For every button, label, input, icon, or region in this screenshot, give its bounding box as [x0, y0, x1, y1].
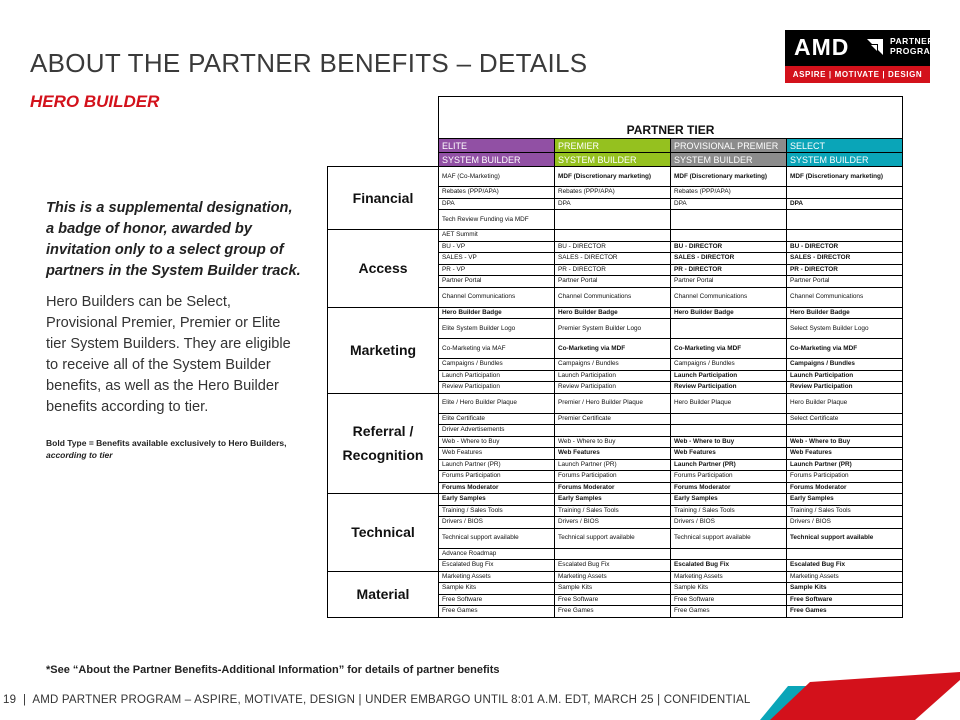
benefit-cell: Campaigns / Bundles	[671, 359, 787, 371]
benefit-cell: Hero Builder Badge	[439, 307, 555, 319]
benefit-cell	[555, 230, 671, 242]
benefit-cell	[671, 230, 787, 242]
benefit-cell: Channel Communications	[787, 287, 903, 307]
footer-text: AMD PARTNER PROGRAM – ASPIRE, MOTIVATE, DESIGN | UNDER EMBARGO UNTIL 8:01 A.M. EDT, MARCH 25 | CONFIDENTIAL	[32, 694, 751, 706]
bold-type-legend-main: Bold Type = Benefits available exclusively to Hero Builders,	[46, 438, 287, 448]
benefit-cell: Rebates (PPP/APA)	[439, 187, 555, 199]
benefit-cell: Free Games	[787, 606, 903, 618]
benefit-cell: Forums Moderator	[671, 482, 787, 494]
table-corner	[328, 97, 439, 139]
benefit-cell: SALES - DIRECTOR	[555, 253, 671, 265]
benefit-cell: Drivers / BIOS	[671, 517, 787, 529]
benefit-cell: Forums Participation	[671, 471, 787, 483]
benefit-cell: Elite Certificate	[439, 413, 555, 425]
decorative-swoosh	[740, 672, 960, 720]
benefit-cell: Web - Where to Buy	[787, 436, 903, 448]
benefit-cell: Marketing Assets	[671, 571, 787, 583]
benefit-cell: Campaigns / Bundles	[555, 359, 671, 371]
benefit-cell: Web Features	[671, 448, 787, 460]
benefit-cell: Forums Participation	[439, 471, 555, 483]
benefit-cell: PR - DIRECTOR	[555, 264, 671, 276]
benefit-cell: Training / Sales Tools	[671, 505, 787, 517]
benefit-cell: Free Software	[555, 594, 671, 606]
benefit-cell: Free Software	[439, 594, 555, 606]
benefit-cell: Launch Partner (PR)	[439, 459, 555, 471]
benefit-cell	[671, 425, 787, 437]
benefit-cell: SALES - DIRECTOR	[671, 253, 787, 265]
benefit-cell: Marketing Assets	[555, 571, 671, 583]
benefit-cell: Partner Portal	[555, 276, 671, 288]
benefit-cell: Web - Where to Buy	[555, 436, 671, 448]
tier-elite-line1: ELITE	[439, 139, 555, 153]
tier-title-row	[328, 97, 903, 139]
tier-name-row	[328, 139, 903, 153]
category-label: Technical	[328, 494, 439, 572]
benefit-cell: Launch Partner (PR)	[555, 459, 671, 471]
benefit-cell	[555, 548, 671, 560]
tier-elite-line2: SYSTEM BUILDER	[439, 153, 555, 167]
benefit-cell: Premier Certificate	[555, 413, 671, 425]
benefit-cell	[671, 210, 787, 230]
page-number: 19	[3, 694, 17, 706]
benefit-cell: Premier System Builder Logo	[555, 319, 671, 339]
tier-provisional-line1: PROVISIONAL PREMIER	[671, 139, 787, 153]
benefit-cell: Channel Communications	[439, 287, 555, 307]
table-corner	[328, 153, 439, 167]
benefit-cell: Review Participation	[439, 382, 555, 394]
benefit-cell: PR - DIRECTOR	[671, 264, 787, 276]
category-label: Referral / Recognition	[328, 393, 439, 494]
benefit-cell: Tech Review Funding via MDF	[439, 210, 555, 230]
benefit-cell: Select System Builder Logo	[787, 319, 903, 339]
logo-brand: AMD	[794, 34, 850, 60]
benefit-cell: MDF (Discretionary marketing)	[555, 167, 671, 187]
benefit-cell: MDF (Discretionary marketing)	[787, 167, 903, 187]
benefit-cell: Technical support available	[671, 528, 787, 548]
benefit-cell: Rebates (PPP/APA)	[555, 187, 671, 199]
benefit-cell: Free Software	[787, 594, 903, 606]
benefit-cell: Escalated Bug Fix	[439, 560, 555, 572]
benefit-cell: Elite System Builder Logo	[439, 319, 555, 339]
benefit-cell: Web Features	[555, 448, 671, 460]
table-row	[328, 571, 903, 583]
logo-program-line2: PROGRAM	[890, 46, 938, 56]
table-row	[328, 230, 903, 242]
benefit-cell: Sample Kits	[555, 583, 671, 595]
benefit-cell	[555, 425, 671, 437]
benefit-cell: Free Software	[671, 594, 787, 606]
tier-select-line2: SYSTEM BUILDER	[787, 153, 903, 167]
benefit-cell: MDF (Discretionary marketing)	[671, 167, 787, 187]
footer-separator: |	[19, 694, 33, 706]
benefit-cell: MAF (Co-Marketing)	[439, 167, 555, 187]
benefit-cell: Co-Marketing via MAF	[439, 339, 555, 359]
benefit-cell: Web Features	[439, 448, 555, 460]
benefit-cell: Launch Partner (PR)	[671, 459, 787, 471]
benefit-cell: Sample Kits	[439, 583, 555, 595]
benefit-cell: Select Certificate	[787, 413, 903, 425]
benefit-cell: Elite / Hero Builder Plaque	[439, 393, 555, 413]
benefit-cell: Early Samples	[439, 494, 555, 506]
benefit-cell: Web - Where to Buy	[439, 436, 555, 448]
benefit-cell: Rebates (PPP/APA)	[671, 187, 787, 199]
benefit-cell: Advance Roadmap	[439, 548, 555, 560]
logo-tagline: ASPIRE | MOTIVATE | DESIGN	[785, 66, 930, 83]
page-subtitle: HERO BUILDER	[30, 92, 160, 111]
benefit-cell: DPA	[555, 198, 671, 210]
benefit-cell: Partner Portal	[439, 276, 555, 288]
benefit-cell: Drivers / BIOS	[555, 517, 671, 529]
amd-partner-program-logo	[785, 30, 938, 83]
benefit-cell: Escalated Bug Fix	[787, 560, 903, 572]
benefit-cell: DPA	[671, 198, 787, 210]
benefit-cell	[671, 319, 787, 339]
table-row	[328, 167, 903, 187]
benefit-cell	[555, 210, 671, 230]
benefit-cell: Technical support available	[787, 528, 903, 548]
benefit-cell: Partner Portal	[787, 276, 903, 288]
table-row	[328, 393, 903, 413]
benefit-cell: Training / Sales Tools	[787, 505, 903, 517]
category-label: Marketing	[328, 307, 439, 393]
category-label: Financial	[328, 167, 439, 230]
benefit-cell: Hero Builder Badge	[787, 307, 903, 319]
benefit-cell: Forums Participation	[555, 471, 671, 483]
benefit-cell: DPA	[439, 198, 555, 210]
benefit-cell: Launch Partner (PR)	[787, 459, 903, 471]
benefit-cell: Co-Marketing via MDF	[787, 339, 903, 359]
table-row	[328, 494, 903, 506]
category-label: Access	[328, 230, 439, 308]
benefit-cell: Premier / Hero Builder Plaque	[555, 393, 671, 413]
tier-provisional-line2: SYSTEM BUILDER	[671, 153, 787, 167]
benefit-cell: Technical support available	[439, 528, 555, 548]
benefit-cell: Drivers / BIOS	[787, 517, 903, 529]
benefit-cell: Training / Sales Tools	[555, 505, 671, 517]
benefit-cell: Co-Marketing via MDF	[671, 339, 787, 359]
tier-premier-line2: SYSTEM BUILDER	[555, 153, 671, 167]
benefit-cell: Free Games	[671, 606, 787, 618]
benefit-cell: Technical support available	[555, 528, 671, 548]
amd-arrow-icon	[867, 39, 883, 55]
benefit-cell	[787, 210, 903, 230]
supplemental-note: This is a supplemental designation, a badge of honor, awarded by invitation only to a select group of partners in the System Builder track.	[46, 200, 301, 279]
benefit-cell: Web Features	[787, 448, 903, 460]
benefit-cell: Hero Builder Badge	[671, 307, 787, 319]
benefit-cell: Review Participation	[787, 382, 903, 394]
bold-type-legend-italic: according to tier	[46, 450, 113, 460]
benefit-cell: Launch Participation	[555, 370, 671, 382]
benefit-cell: Partner Portal	[671, 276, 787, 288]
benefit-cell: Hero Builder Plaque	[671, 393, 787, 413]
benefit-cell: Campaigns / Bundles	[439, 359, 555, 371]
benefit-cell: Free Games	[555, 606, 671, 618]
benefit-cell: DPA	[787, 198, 903, 210]
benefit-cell: Channel Communications	[555, 287, 671, 307]
benefit-cell	[671, 548, 787, 560]
benefit-cell: BU - DIRECTOR	[671, 241, 787, 253]
table-corner	[328, 139, 439, 153]
benefit-cell: Hero Builder Badge	[555, 307, 671, 319]
benefit-cell: Sample Kits	[671, 583, 787, 595]
benefit-cell: Launch Participation	[787, 370, 903, 382]
benefit-cell: BU - VP	[439, 241, 555, 253]
benefit-cell: Forums Moderator	[439, 482, 555, 494]
benefit-cell: SALES - VP	[439, 253, 555, 265]
benefit-cell: Forums Moderator	[555, 482, 671, 494]
tier-select-line1: SELECT	[787, 139, 903, 153]
benefit-cell: Launch Participation	[439, 370, 555, 382]
benefit-cell: Training / Sales Tools	[439, 505, 555, 517]
benefit-cell: Launch Participation	[671, 370, 787, 382]
partner-tier-heading: PARTNER TIER	[439, 97, 903, 139]
benefit-cell	[787, 548, 903, 560]
benefit-cell: SALES - DIRECTOR	[787, 253, 903, 265]
benefit-cell: Hero Builder Plaque	[787, 393, 903, 413]
benefit-cell: PR - VP	[439, 264, 555, 276]
benefit-cell: Early Samples	[787, 494, 903, 506]
benefit-cell: BU - DIRECTOR	[787, 241, 903, 253]
logo-program	[890, 36, 938, 56]
benefit-cell: Early Samples	[555, 494, 671, 506]
benefit-cell	[787, 187, 903, 199]
benefit-cell: Co-Marketing via MDF	[555, 339, 671, 359]
benefit-cell: Forums Moderator	[787, 482, 903, 494]
tier-track-row	[328, 153, 903, 167]
benefit-cell: Review Participation	[671, 382, 787, 394]
logo-program-line1: PARTNER	[890, 36, 934, 46]
footnote: *See “About the Partner Benefits-Additional Information” for details of partner benefits	[46, 664, 500, 676]
tier-premier-line1: PREMIER	[555, 139, 671, 153]
benefit-cell: Escalated Bug Fix	[555, 560, 671, 572]
benefit-cell: Sample Kits	[787, 583, 903, 595]
benefit-cell: Forums Participation	[787, 471, 903, 483]
category-label: Material	[328, 571, 439, 617]
benefit-cell: Channel Communications	[671, 287, 787, 307]
benefit-cell: Escalated Bug Fix	[671, 560, 787, 572]
benefit-cell	[787, 230, 903, 242]
benefit-cell	[671, 413, 787, 425]
benefit-cell: Review Participation	[555, 382, 671, 394]
benefit-cell: Marketing Assets	[787, 571, 903, 583]
benefit-cell: Driver Advertisements	[439, 425, 555, 437]
page-title: ABOUT THE PARTNER BENEFITS – DETAILS	[30, 48, 588, 78]
benefit-cell: BU - DIRECTOR	[555, 241, 671, 253]
benefit-cell: Marketing Assets	[439, 571, 555, 583]
benefit-cell: Early Samples	[671, 494, 787, 506]
benefit-cell: Free Games	[439, 606, 555, 618]
page-footer	[3, 694, 751, 706]
table-row	[328, 307, 903, 319]
benefit-cell: Drivers / BIOS	[439, 517, 555, 529]
benefit-cell: Campaigns / Bundles	[787, 359, 903, 371]
benefit-cell: Web - Where to Buy	[671, 436, 787, 448]
benefit-cell: PR - DIRECTOR	[787, 264, 903, 276]
benefit-cell: AET Summit	[439, 230, 555, 242]
hero-builder-description: Hero Builders can be Select, Provisional Premier, Premier or Elite tier System Builders. They are eligible to receive all of the System Builder benefits, as well as the Hero Builder benefits according to tier.	[46, 294, 291, 415]
benefit-cell	[787, 425, 903, 437]
partner-tier-benefits-table	[327, 96, 903, 618]
bold-type-legend	[46, 437, 301, 461]
